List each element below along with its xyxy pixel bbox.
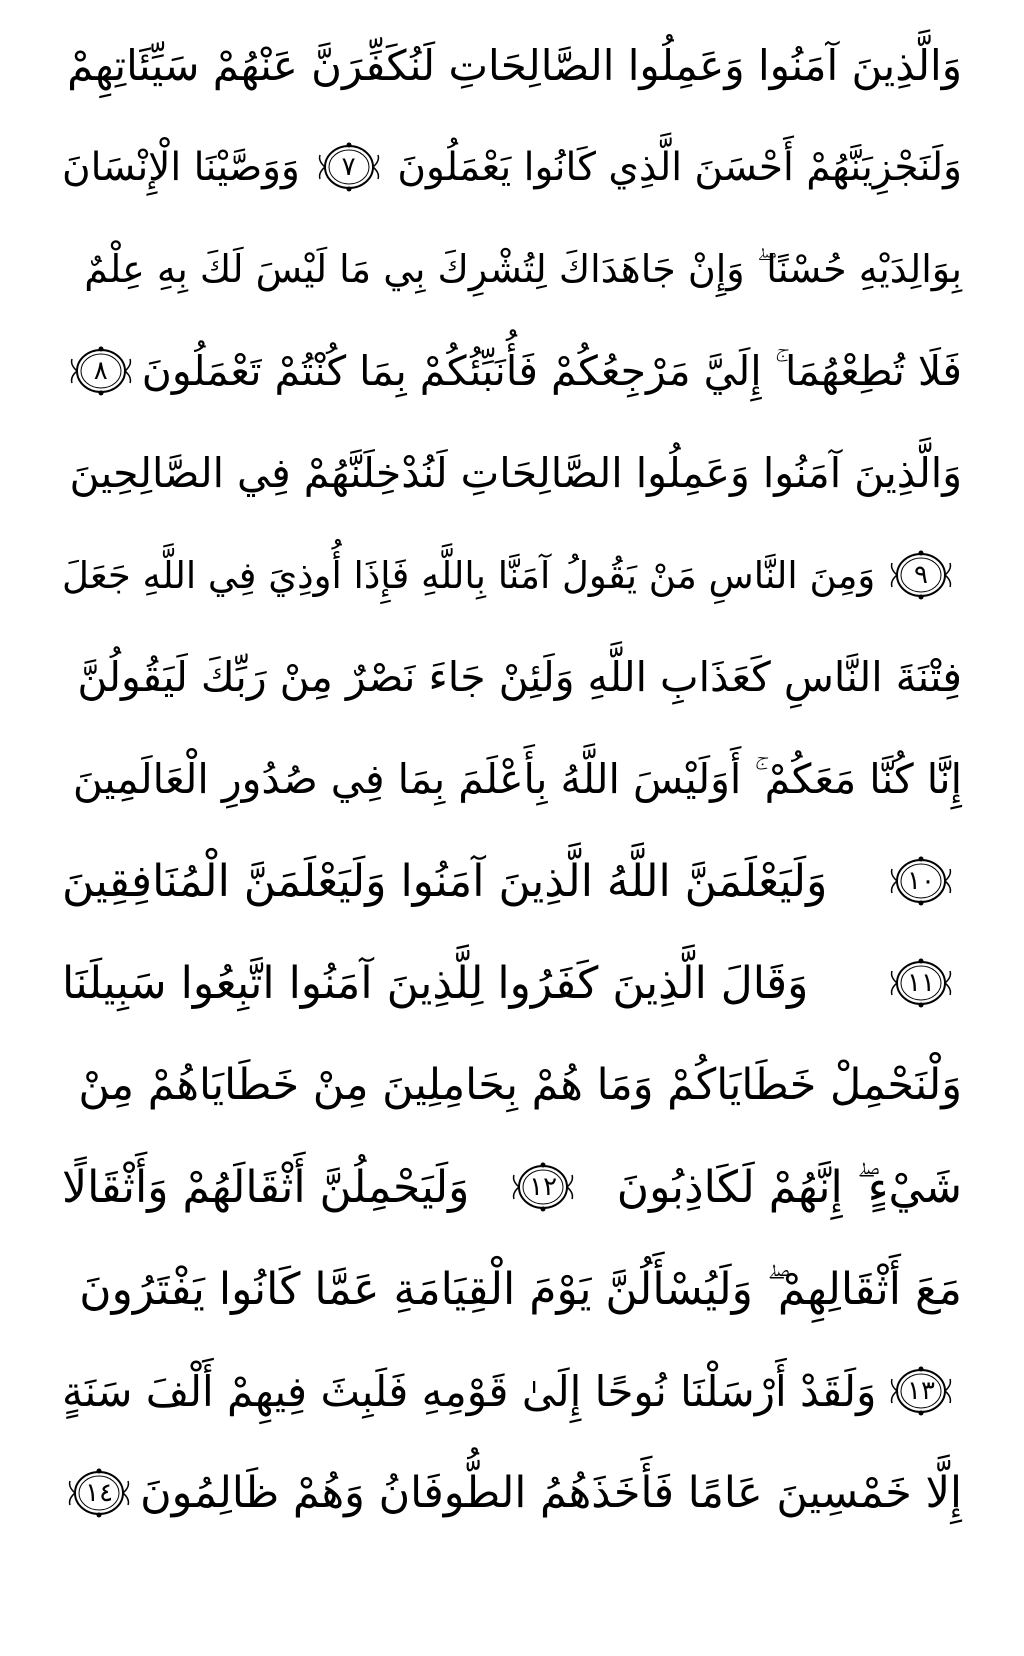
verse-line-8 (62, 728, 962, 830)
verse-line-2 (62, 116, 962, 218)
line-text: وَلَنَجْزِيَنَّهُمْ أَحْسَنَ الَّذِي كَانُوا يَعْمَلُونَ (397, 144, 962, 190)
verse-line-4 (62, 320, 962, 422)
ayah-number: ٨ (93, 356, 108, 386)
ayah-end-marker (886, 549, 956, 601)
line-text: وَمِنَ النَّاسِ مَنْ يَقُولُ آمَنَّا بِاللَّهِ فَإِذَا أُوذِيَ فِي اللَّهِ جَعَلَ (62, 553, 876, 597)
line-text: وَلَقَدْ أَرْسَلْنَا نُوحًا إِلَىٰ قَوْمِهِ فَلَبِثَ فِيهِمْ أَلْفَ سَنَةٍ (62, 1366, 877, 1416)
verse-lines (62, 14, 962, 1544)
ayah-number: ٩ (914, 560, 928, 590)
line-text: وَالَّذِينَ آمَنُوا وَعَمِلُوا الصَّالِحَاتِ لَنُدْخِلَنَّهُمْ فِي الصَّالِحِينَ (69, 449, 962, 497)
ayah-number: ١٠ (907, 866, 935, 896)
verse-line-3 (62, 218, 962, 320)
ayah-number: ٧ (341, 152, 356, 182)
ayah-number: ١٣ (907, 1376, 935, 1406)
verse-line-5 (62, 422, 962, 524)
line-text: وَلَيَحْمِلُنَّ أَثْقَالَهُمْ وَأَثْقَالًا (62, 1161, 470, 1213)
ayah-end-marker (314, 141, 384, 193)
verse-line-10 (62, 932, 962, 1034)
verse-line-14 (62, 1340, 962, 1442)
ayah-end-marker (66, 345, 136, 397)
line-text: وَلْنَحْمِلْ خَطَايَاكُمْ وَمَا هُمْ بِحَامِلِينَ مِنْ خَطَايَاهُمْ مِنْ (78, 1060, 962, 1110)
ayah-end-marker (886, 957, 956, 1009)
ayah-end-marker (886, 855, 956, 907)
line-text: شَيْءٍ ۖ إِنَّهُمْ لَكَاذِبُونَ (616, 1161, 962, 1213)
ayah-number: ١٤ (85, 1478, 114, 1508)
ayah-number: ١٢ (529, 1172, 558, 1202)
verse-line-13 (62, 1238, 962, 1340)
verse-line-6 (62, 524, 962, 626)
verse-line-12 (62, 1136, 962, 1238)
line-text: وَقَالَ الَّذِينَ كَفَرُوا لِلَّذِينَ آمَنُوا اتَّبِعُوا سَبِيلَنَا (62, 957, 809, 1009)
line-text: فِتْنَةَ النَّاسِ كَعَذَابِ اللَّهِ وَلَئِنْ جَاءَ نَصْرٌ مِنْ رَبِّكَ لَيَقُولُنَّ (77, 653, 962, 701)
verse-line-1 (62, 14, 962, 116)
line-text: بِوَالِدَيْهِ حُسْنًا ۖ وَإِنْ جَاهَدَاكَ لِتُشْرِكَ بِي مَا لَيْسَ لَكَ بِهِ عِلْمٌ (84, 246, 962, 291)
ayah-number: ١١ (907, 968, 935, 998)
line-text: مَعَ أَثْقَالِهِمْ ۖ وَلَيُسْأَلُنَّ يَوْمَ الْقِيَامَةِ عَمَّا كَانُوا يَفْتَرُونَ (79, 1263, 962, 1315)
line-text: وَوَصَّيْنَا الْإِنْسَانَ (62, 144, 300, 190)
ayah-end-marker (508, 1161, 578, 1213)
verse-line-9 (62, 830, 962, 932)
verse-line-15 (62, 1442, 962, 1544)
ayah-end-marker (886, 1365, 956, 1417)
verse-line-11 (62, 1034, 962, 1136)
line-text: فَلَا تُطِعْهُمَا ۚ إِلَيَّ مَرْجِعُكُمْ فَأُنَبِّئُكُمْ بِمَا كُنْتُمْ تَعْمَلُونَ (141, 346, 962, 395)
ayah-end-marker (64, 1467, 134, 1519)
line-text: إِلَّا خَمْسِينَ عَامًا فَأَخَذَهُمُ الطُّوفَانُ وَهُمْ ظَالِمُونَ (140, 1468, 962, 1518)
verse-line-7 (62, 626, 962, 728)
line-text: وَالَّذِينَ آمَنُوا وَعَمِلُوا الصَّالِحَاتِ لَنُكَفِّرَنَّ عَنْهُمْ سَيِّئَاتِهِمْ (67, 40, 962, 90)
line-text: إِنَّا كُنَّا مَعَكُمْ ۚ أَوَلَيْسَ اللَّهُ بِأَعْلَمَ بِمَا فِي صُدُورِ الْعَالَمِينَ (72, 754, 962, 803)
line-text: وَلَيَعْلَمَنَّ اللَّهُ الَّذِينَ آمَنُوا وَلَيَعْلَمَنَّ الْمُنَافِقِينَ (62, 855, 828, 907)
